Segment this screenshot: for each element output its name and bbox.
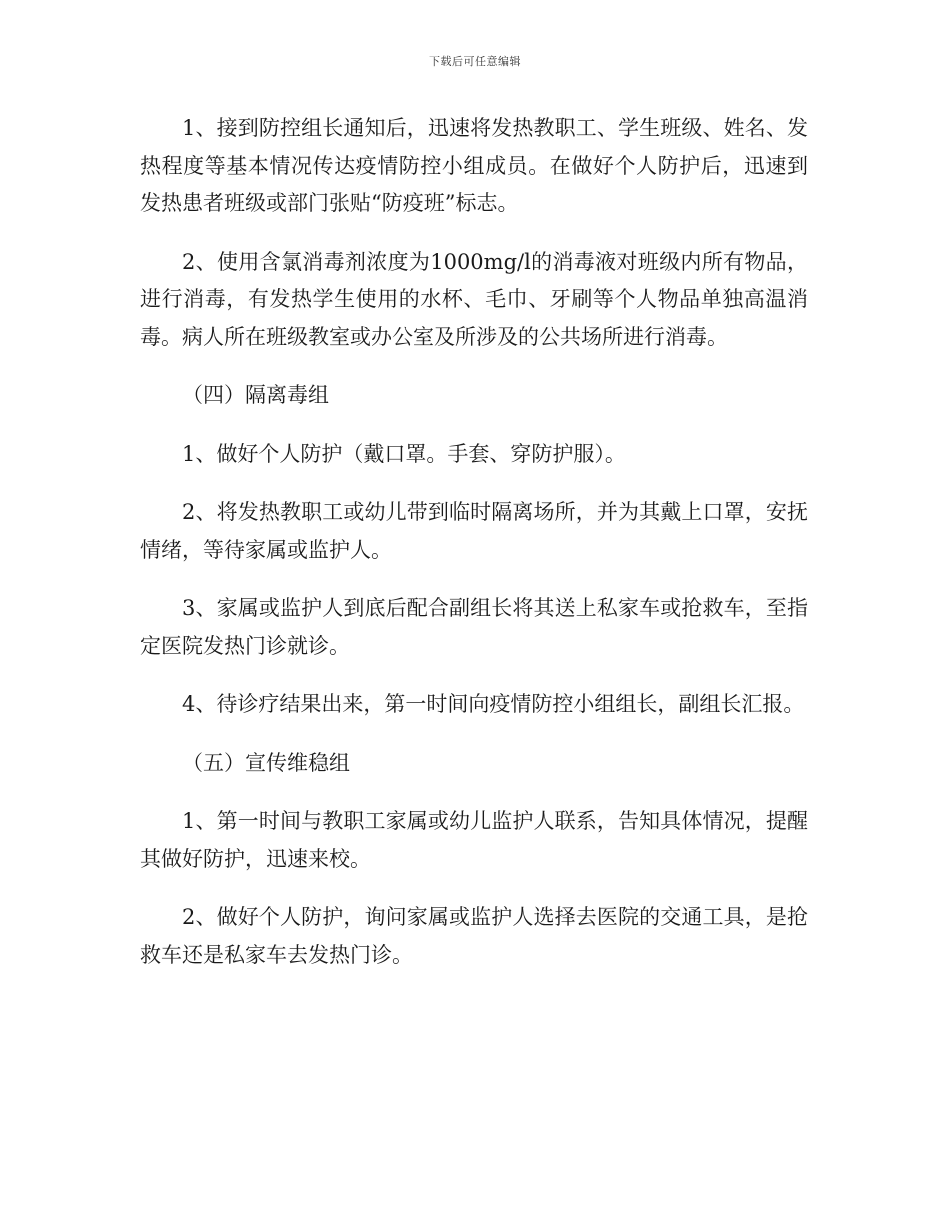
section-heading-4: （四）隔离毒组 bbox=[182, 383, 329, 407]
paragraph-1: 1、接到防控组长通知后，迅速将发热教职工、学生班级、姓名、发热程度等基本情况传达疫情防控小组成员。在做好个人防护后，迅速到发热患者班级或部门张贴“防疫班”标志。 bbox=[140, 116, 808, 215]
paragraph-8: 2、做好个人防护，询问家属或监护人选择去医院的交通工具，是抢救车还是私家车去发热门诊。 bbox=[140, 905, 808, 967]
paragraph-7: 1、第一时间与教职工家属或幼儿监护人联系，告知具体情况，提醒其做好防护，迅速来校。 bbox=[140, 809, 808, 871]
paragraph-2: 2、使用含氯消毒剂浓度为1000mg/l的消毒液对班级内所有物品，进行消毒，有发热学生使用的水杯、毛巾、牙刷等个人物品单独高温消毒。病人所在班级教室或办公室及所涉及的公共场所进行消毒。 bbox=[140, 249, 808, 349]
page-header: 下载后可任意编辑 bbox=[429, 55, 521, 68]
paragraph-3: 1、做好个人防护（戴口罩。手套、穿防护服）。 bbox=[182, 441, 626, 466]
document-body bbox=[140, 110, 808, 995]
paragraph-4: 2、将发热教职工或幼儿带到临时隔离场所，并为其戴上口罩，安抚情绪，等待家属或监护人。 bbox=[140, 500, 808, 562]
section-heading-5: （五）宣传维稳组 bbox=[182, 750, 350, 775]
paragraph-5: 3、家属或监护人到底后配合副组长将其送上私家车或抢救车，至指定医院发热门诊就诊。 bbox=[140, 596, 808, 658]
paragraph-6: 4、待诊疗结果出来，第一时间向疫情防控小组组长，副组长汇报。 bbox=[182, 692, 805, 716]
